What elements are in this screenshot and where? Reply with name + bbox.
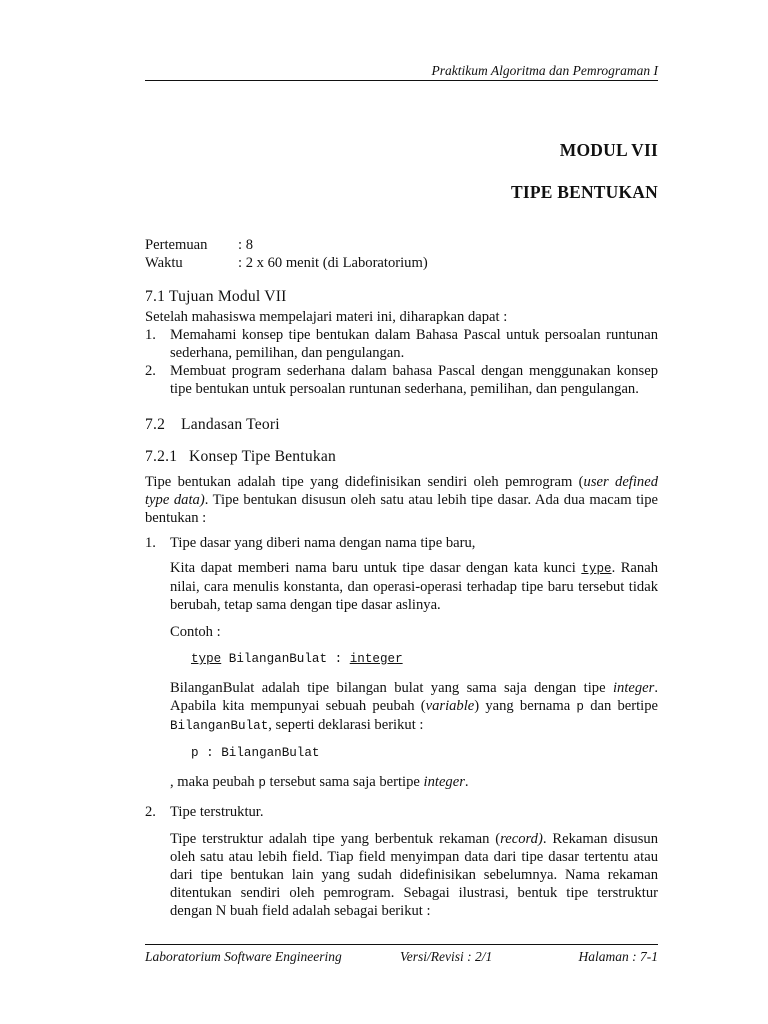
list-number: 2. <box>145 363 156 379</box>
body-content <box>145 236 658 920</box>
section-heading-7-2 <box>145 416 658 434</box>
list-item <box>145 362 658 398</box>
list-item <box>145 534 658 552</box>
keyword-code: type <box>581 562 612 576</box>
list-text: Tipe dasar yang diberi nama dengan nama tipe baru, <box>170 535 476 551</box>
paragraph: Setelah mahasiswa mempelajari materi ini, diharapkan dapat : <box>145 309 508 325</box>
section-title: Landasan Teori <box>181 416 280 433</box>
footer-version: Versi/Revisi : 2/1 <box>400 949 493 964</box>
list-number: 2. <box>145 804 156 820</box>
section-number: 7.2 <box>145 416 166 433</box>
module-subtitle: TIPE BENTUKAN <box>510 182 658 202</box>
footer-page-number: Halaman : 7-1 <box>578 949 658 964</box>
header-rule <box>145 80 658 81</box>
paragraph: Contoh : <box>170 624 221 640</box>
section-number: 7.1 <box>145 288 166 305</box>
code-example: type BilanganBulat : integer <box>191 652 403 666</box>
meta-value: : 8 <box>238 237 253 253</box>
list-number: 1. <box>145 327 156 343</box>
paragraph: Tipe terstruktur adalah tipe yang berbentuk rekaman (record). Rekaman disusun oleh satu atau lebih field. Tiap field menyimpan data dari tipe dasar tertentu atau dari tipe bentukan lain yang sudah didefinisikan sebelumnya. Nama rekaman ditentukan sendiri oleh pemrogram. Sebagai ilustrasi, bentuk tipe terstruktur dengan N buah field adalah sebagai berikut : <box>170 831 658 919</box>
section-title: Konsep Tipe Bentukan <box>189 448 336 465</box>
list-text: Membuat program sederhana dalam bahasa Pascal dengan menggunakan konsep tipe bentukan untuk persoalan runtunan sederhana, pemilihan, dan pengulangan. <box>170 363 658 397</box>
section-title: Tujuan Modul VII <box>168 288 287 305</box>
code-example: p : BilanganBulat <box>191 746 320 760</box>
footer-lab: Laboratorium Software Engineering <box>145 949 342 964</box>
list-text: Memahami konsep tipe bentukan dalam Bahasa Pascal untuk persoalan runtunan sederhana, pemilihan, dan pengulangan. <box>170 327 658 361</box>
list-item <box>145 326 658 362</box>
paragraph: BilanganBulat adalah tipe bilangan bulat yang sama saja dengan tipe integer. Apabila kita mempunyai sebuah peubah (variable) yang bernama p dan bertipe BilanganBulat, seperti deklarasi berikut : <box>170 680 659 733</box>
footer-rule <box>145 944 658 945</box>
meta-value: : 2 x 60 menit (di Laboratorium) <box>238 255 428 271</box>
paragraph: Kita dapat memberi nama baru untuk tipe dasar dengan kata kunci type. Ranah nilai, cara menulis konstanta, dan operasi-operasi terhadap tipe baru tersebut tidak berubah, tetap sama dengan tipe dasar aslinya. <box>170 560 658 613</box>
section-heading-7-1 <box>145 288 658 306</box>
list-text: Tipe terstruktur. <box>170 804 264 820</box>
section-heading-7-2-1 <box>145 448 658 466</box>
list-number: 1. <box>145 535 156 551</box>
module-title: MODUL VII <box>559 140 658 160</box>
meta-pertemuan <box>145 236 658 254</box>
list-item <box>145 803 658 821</box>
paragraph: Tipe bentukan adalah tipe yang didefinisikan sendiri oleh pemrogram (user defined type data). Tipe bentukan disusun oleh satu atau lebih tipe dasar. Ada dua macam tipe bentukan : <box>145 474 659 526</box>
meta-label: Pertemuan <box>145 237 208 253</box>
meta-waktu <box>145 254 658 272</box>
paragraph: , maka peubah p tersebut sama saja bertipe integer. <box>170 774 469 790</box>
meta-label: Waktu <box>145 255 183 271</box>
section-number: 7.2.1 <box>145 448 178 465</box>
running-header: Praktikum Algoritma dan Pemrograman I <box>431 63 658 78</box>
